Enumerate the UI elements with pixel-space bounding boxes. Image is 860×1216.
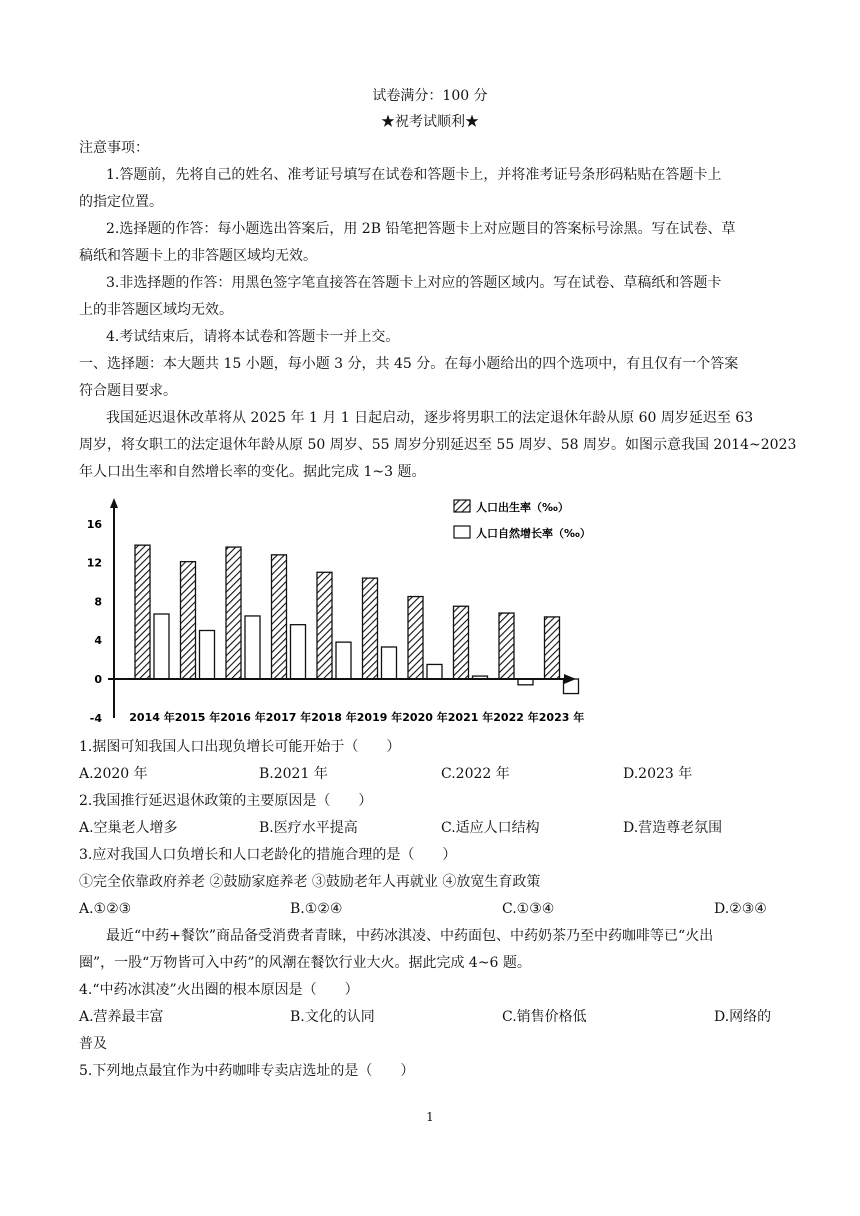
growth-rate-bar [154,614,169,679]
x-tick-label: 2022 年 [493,711,539,724]
notice-item-2-cont: 稿纸和答题卡上的非答题区域均无效。 [79,248,317,264]
chart-legend [454,500,591,540]
legend-swatch-birth-rate [454,500,470,512]
passage-1: 我国延迟退休改革将从 2025 年 1 月 1 日起启动，逐步将男职工的法定退休年龄从原 60 周岁延迟至 63 [106,410,754,426]
q2-option-b[interactable]: B.医疗水平提高 [259,820,358,836]
q3-option-b[interactable]: B.①②④ [290,901,343,917]
birth-rate-bar [454,606,469,679]
question-3: 3.应对我国人口负增长和人口老龄化的措施合理的是（ ） [79,847,457,863]
legend-swatch-growth-rate [454,526,470,538]
growth-rate-bar [245,616,260,679]
q3-option-c[interactable]: C.①③④ [502,901,555,917]
y-tick-label: 8 [94,595,102,609]
q2-option-a[interactable]: A.空巢老人增多 [79,820,178,836]
question-2: 2.我国推行延迟退休政策的主要原因是（ ） [79,793,373,809]
x-tick-label: 2020 年 [402,711,448,724]
q1-option-c[interactable]: C.2022 年 [441,766,510,782]
q4-option-d-cont: 普及 [79,1036,107,1052]
q3-option-a[interactable]: A.①②③ [79,901,132,917]
x-tick-label: 2019 年 [356,711,403,724]
y-axis-arrow [110,498,118,508]
q4-option-d[interactable]: D.网络的 [714,1009,772,1025]
birth-rate-bar [226,547,241,679]
birth-rate-bar [545,617,560,679]
legend-birth-rate: 人口出生率（‰） [476,501,569,514]
growth-rate-bar [382,647,397,679]
y-tick-label: 0 [94,673,102,686]
q2-option-c[interactable]: C.适应人口结构 [441,820,540,836]
x-tick-label: 2015 年 [174,711,221,724]
legend-growth-rate: 人口自然增长率（‰） [476,527,591,540]
x-tick-label: 2021 年 [447,711,494,724]
birth-rate-bar [181,562,196,679]
y-tick-label: 16 [86,517,102,531]
birth-rate-bar [272,555,287,679]
question-5: 5.下列地点最宜作为中药咖啡专卖店选址的是（ ） [79,1063,415,1079]
q3-option-d[interactable]: D.②③④ [714,901,767,917]
birth-rate-bar [317,572,332,679]
growth-rate-bar [291,625,306,679]
question-3-items: ①完全依靠政府养老 ②鼓励家庭养老 ③鼓励老年人再就业 ④放宽生育政策 [79,874,541,890]
population-chart [78,492,608,728]
notice-item-3-cont: 上的非答题区域均无效。 [79,302,233,318]
birth-rate-bar [408,597,423,679]
section-1-heading-cont: 符合题目要求。 [79,383,177,399]
q1-option-a[interactable]: A.2020 年 [79,766,148,782]
notice-item-3: 3.非选择题的作答：用黑色签字笔直接答在答题卡上对应的答题区域内。写在试卷、草稿纸和答题卡 [106,275,722,291]
q2-option-d[interactable]: D.营造尊老氛围 [623,820,723,836]
birth-rate-bar [135,545,150,679]
birth-rate-bar [363,578,378,679]
x-tick-label: 2016 年 [220,711,266,724]
growth-rate-bar [200,631,215,680]
x-tick-label: 2018 年 [311,711,357,724]
q1-option-b[interactable]: B.2021 年 [259,766,328,782]
question-4: 4.“中药冰淇凌”火出圈的根本原因是（ ） [79,982,359,998]
notice-item-1-cont: 的指定位置。 [79,194,163,210]
question-1: 1.据图可知我国人口出现负增长可能开始于（ ） [79,739,401,755]
passage-2-cont: 圈”，一股“万物皆可入中药”的风潮在餐饮行业大火。据此完成 4~6 题。 [79,955,531,971]
section-1-heading: 一、选择题：本大题共 15 小题，每小题 3 分，共 45 分。在每小题给出的四个选项中，有且仅有一个答案 [79,356,739,372]
page-number: 1 [426,1110,434,1124]
growth-rate-bar [427,664,442,679]
notice-item-1: 1.答题前，先将自己的姓名、准考证号填写在试卷和答题卡上，并将准考证号条形码粘贴在答题卡上 [106,167,722,183]
passage-2: 最近“中药+餐饮”商品备受消费者青睐，中药冰淇凌、中药面包、中药奶茶乃至中药咖啡等已“火出 [106,928,714,944]
y-tick-label: 12 [86,556,102,570]
y-tick-label: 4 [94,634,102,648]
passage-1-cont: 周岁，将女职工的法定退休年龄从原 50 周岁、55 周岁分别延迟至 55 周岁、58 周岁。如图示意我国 2014~2023 [79,437,797,453]
birth-rate-bar [499,613,514,679]
x-tick-label: 2017 年 [265,711,312,724]
notice-item-4: 4.考试结束后，请将本试卷和答题卡一并上交。 [106,329,400,345]
x-tick-label: 2023 年 [538,711,585,724]
y-tick-label: -4 [89,711,102,725]
x-tick-label: 2014 年 [129,711,175,724]
notice-item-2: 2.选择题的作答：每小题选出答案后，用 2B 铅笔把答题卡上对应题目的答案标号涂黑。写在试卷、草 [106,221,736,237]
q4-option-a[interactable]: A.营养最丰富 [79,1009,164,1025]
growth-rate-bar [336,642,351,679]
notice-title: 注意事项： [79,140,149,156]
full-score: 试卷满分：100 分 [372,88,488,104]
q1-option-d[interactable]: D.2023 年 [623,766,693,782]
q4-option-b[interactable]: B.文化的认同 [290,1009,375,1025]
exam-wish: ★祝考试顺利★ [381,114,479,130]
passage-1-cont-2: 年人口出生率和自然增长率的变化。据此完成 1~3 题。 [79,464,426,480]
q4-option-c[interactable]: C.销售价格低 [502,1009,587,1025]
